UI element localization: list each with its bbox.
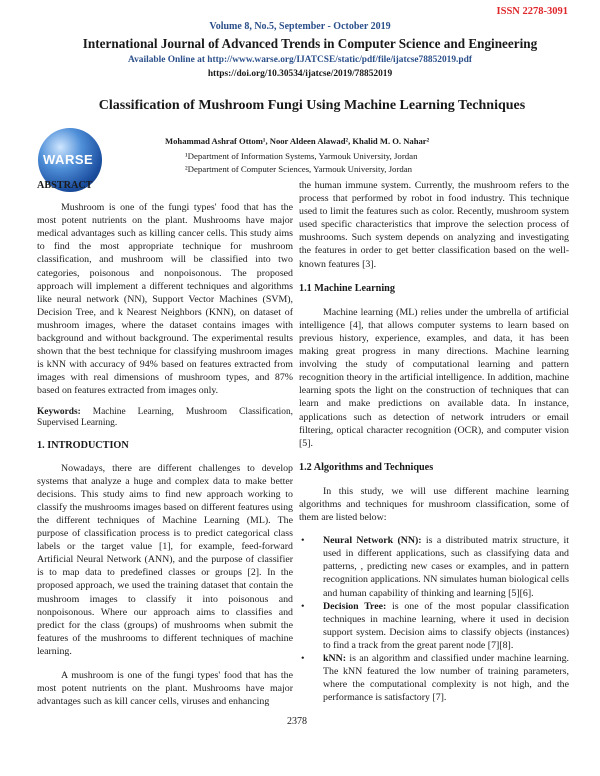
list-item: [299, 600, 569, 652]
intro-paragraph-1: Nowadays, there are different challenges to develop systems that analyze a huge and complex data to make better decisions. This study aims to find new approach working to classify the mushrooms images based on different features using the different techniques of Machine Learning (ML). The purpose of classification process is to predict categorical class labels or the target value [1], for example, feed-forward Artificial Neural Network (ANN), and the purpose of classifier is to map data to predefined classes or groups [2]. In the proposed approach, we used the training dataset that contain the mushroom images to classify it into poisonous and nonpoisonous. Where our approach aims to classifies and predict for the class (groups) of mushrooms when submit the features of the mushrooms to different techniques of machine learning.: [37, 462, 293, 657]
algorithm-list: [299, 534, 569, 704]
bullet-icon: •: [301, 535, 305, 547]
introduction-heading: 1. INTRODUCTION: [37, 439, 129, 451]
journal-volume: Volume 8, No.5, September - October 2019: [209, 21, 391, 32]
issn-label: ISSN 2278-3091: [496, 6, 568, 17]
abstract-text: Mushroom is one of the fungi types' food that has the most potent nutrients on the plant. Mushrooms have major medical advantages such as killing cancer cells. This study aims to find the most appropriate technique for mushroom classification, and mushroom will be classified into two categories, poisonous and nonpoisonous. The proposed approach will implement a different techniques and algorithms like neural network (NN), Support Vector Machines (SVM), Decision Tree, and k Nearest Neighbors (KNN), on dataset of mushroom images, where the dataset contains images with background and without background. The experimental results shown that the best technique for classifying mushroom images is kNN with accuracy of 94% based on features extracted from images with real dimensions of mushroom types, and 87% based on features extracted from images only.: [37, 202, 293, 397]
section-heading-algorithms: 1.2 Algorithms and Techniques: [299, 461, 434, 473]
keywords: [37, 407, 293, 429]
list-item: [299, 652, 569, 704]
affiliation-2: ²Department of Computer Sciences, Yarmouk University, Jordan: [185, 164, 413, 174]
keywords-label: Keywords:: [37, 406, 81, 417]
bullet-icon: •: [301, 653, 305, 664]
bullet-icon: •: [301, 600, 305, 612]
left-column: [37, 179, 293, 708]
affiliation-1: ¹Department of Information Systems, Yarmouk University, Jordan: [185, 151, 418, 161]
list-item: [299, 534, 569, 599]
available-online-link[interactable]: Available Online at http://www.warse.org/IJATCSE/static/pdf/file/ijatcse78852019.pdf: [128, 55, 472, 65]
algorithms-paragraph: In this study, we will use different machine learning algorithms and techniques for mushroom classification, some of them are listed below:: [299, 485, 569, 524]
continued-paragraph: the human immune system. Currently, the mushroom refers to the process that performed by robot in food industry. This technique used to limit the features such as color. Recently, mushroom system used specific characteristics that improve the selection process of mushrooms. Such system depends on analyzing and investigating the features in order to get better classification based on the well-known features [3].: [299, 180, 569, 270]
page-number: 2378: [287, 716, 307, 727]
list-item-text: is an algorithm and classified under machine learning. The kNN featured the low number of training parameters, where the computational complexity is not high, and the performance is satisfactory [7].: [323, 653, 569, 704]
list-item-term: Neural Network (NN):: [323, 535, 422, 547]
authors: Mohammad Ashraf Ottom¹, Noor Aldeen Alawad², Khalid M. O. Nahar²: [165, 136, 430, 146]
list-item-text: is one of the most popular classification techniques in machine learning, where it used in decision support system. Decision aims to classify objects (instances) to find a track from the great parent node [7][8].: [323, 600, 570, 651]
list-item-term: kNN:: [323, 653, 347, 664]
list-item-term: Decision Tree:: [323, 600, 387, 612]
logo-text: WARSE: [43, 152, 94, 167]
abstract-heading: ABSTRACT: [37, 180, 93, 191]
doi-link[interactable]: https://doi.org/10.30534/ijatcse/2019/78852019: [207, 69, 393, 79]
section-heading-machine-learning: 1.1 Machine Learning: [299, 282, 395, 294]
intro-paragraph-2: A mushroom is one of the fungi types' food that has the most potent nutrients on the plant. Mushrooms have major advantages such as kill cancer cells, viruses and enhancing: [37, 670, 293, 708]
right-column: [299, 179, 569, 704]
paper-title: Classification of Mushroom Fungi Using Machine Learning Techniques: [98, 98, 526, 113]
keywords-text: Machine Learning, Mushroom Classification, Supervised Learning.: [37, 406, 293, 428]
list-item-text: is a distributed matrix structure, it used in different applications, such as classifying data and patterns, , predicting new cases or examples, and in pattern recognition applications. NN simulates human biological cells and human capability of thinking and learning [5][6].: [323, 535, 569, 599]
journal-title: International Journal of Advanced Trends in Computer Science and Engineering: [82, 36, 538, 51]
machine-learning-paragraph: Machine learning (ML) relies under the umbrella of artificial intelligence [4], that allows computer systems to learn based on previous history, experience, examples, and data, it has been making great progress in many directions. Machine learning involving the study of computational learning and pattern recognition theory in the artificial intelligence. In addition, machine learning spots the light on the construction of techniques that can learn and make predictions on available data. In instance, applications such as detection of network intruders or email filtering, optical character recognition (OCR), and computer vision [5].: [299, 306, 569, 449]
